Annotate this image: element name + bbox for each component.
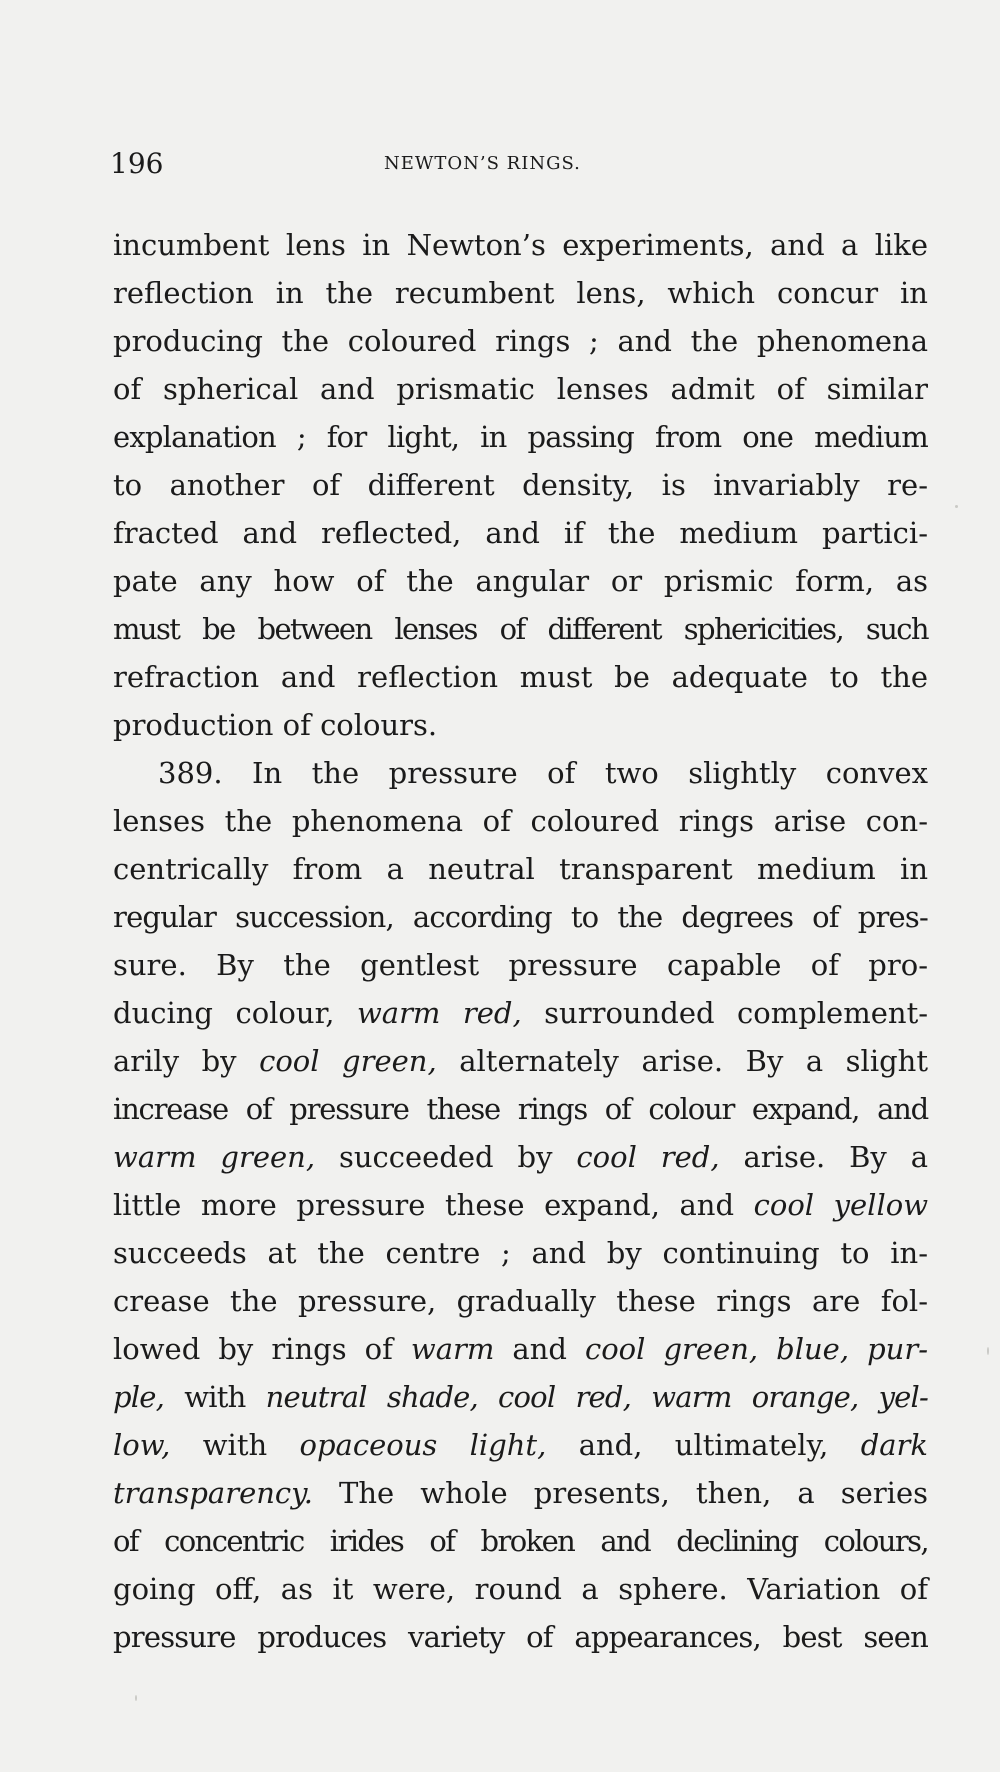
- text-span: and, ultimately,: [578, 1428, 829, 1462]
- text-span: with: [184, 1380, 246, 1414]
- text-line: [113, 1421, 928, 1469]
- text-line: production of colours.: [113, 708, 438, 742]
- text-span: arise. By a: [743, 1140, 929, 1174]
- text-line: of concentric irides of broken and declining colours,: [113, 1524, 928, 1558]
- text-span: with: [202, 1428, 268, 1462]
- text-line: incumbent lens in Newton’s experiments, and a like: [113, 228, 928, 262]
- text-line: to another of different density, is invariably re-: [113, 468, 928, 502]
- text-line: [113, 1469, 928, 1517]
- text-span: arily by: [113, 1044, 237, 1078]
- text-line: pressure produces variety of appearances, best seen: [113, 1620, 928, 1654]
- italic-term: cool green, blue, pur-: [584, 1332, 928, 1366]
- text-line: refraction and reflection must be adequate to the: [113, 660, 928, 694]
- text-line: pate any how of the angular or prismic form, as: [113, 564, 928, 598]
- paragraph-start-389: 389. In the pressure of two slightly convex: [158, 756, 928, 790]
- text-line: [113, 1373, 928, 1421]
- italic-term: warm: [410, 1332, 495, 1366]
- paper-speck: [955, 505, 958, 508]
- text-line: regular succession, according to the degrees of pres-: [113, 900, 928, 934]
- page-header: [110, 146, 930, 196]
- text-line: must be between lenses of different sphericities, such: [113, 612, 928, 646]
- italic-term: transparency.: [113, 1476, 313, 1510]
- italic-term: cool red,: [576, 1140, 720, 1174]
- text-span: little more pressure these expand, and: [113, 1188, 735, 1222]
- text-line: centrically from a neutral transparent medium in: [113, 852, 928, 886]
- italic-term: ple,: [113, 1380, 165, 1414]
- text-line: lenses the phenomena of coloured rings arise con-: [113, 804, 928, 838]
- text-span: alternately arise. By a slight: [459, 1044, 929, 1078]
- paper-speck: [135, 1695, 137, 1701]
- text-line: producing the coloured rings ; and the phenomena: [113, 324, 928, 358]
- text-line: increase of pressure these rings of colour expand, and: [113, 1092, 928, 1126]
- text-span: surrounded complement-: [544, 996, 929, 1030]
- italic-term: low,: [113, 1428, 171, 1462]
- text-line: succeeds at the centre ; and by continuing to in-: [113, 1236, 928, 1270]
- text-span: lowed by rings of: [113, 1332, 393, 1366]
- text-line: reflection in the recumbent lens, which concur in: [113, 276, 928, 310]
- text-span: succeeded by: [338, 1140, 553, 1174]
- italic-term: neutral shade, cool red, warm orange, yel-: [265, 1380, 929, 1414]
- body-text: [113, 221, 928, 1661]
- italic-term: dark: [860, 1428, 928, 1462]
- text-line: [113, 989, 928, 1037]
- text-line: crease the pressure, gradually these rings are fol-: [113, 1284, 928, 1318]
- text-line: of spherical and prismatic lenses admit of similar: [113, 372, 928, 406]
- paper-speck: [987, 1347, 989, 1355]
- text-span: ducing colour,: [113, 996, 335, 1030]
- running-title: NEWTON’S RINGS.: [384, 153, 581, 174]
- italic-term: warm green,: [113, 1140, 316, 1174]
- italic-term: cool green,: [259, 1044, 437, 1078]
- text-line: [113, 1325, 928, 1373]
- text-line: sure. By the gentlest pressure capable of pro-: [113, 948, 928, 982]
- text-line: going off, as it were, round a sphere. Variation of: [113, 1572, 928, 1606]
- text-line: fracted and reflected, and if the medium partici-: [113, 516, 928, 550]
- text-line: [113, 1133, 928, 1181]
- text-span: and: [512, 1332, 567, 1366]
- text-line: explanation ; for light, in passing from one medium: [113, 420, 928, 454]
- page-number: 196: [110, 147, 164, 180]
- italic-term: warm red,: [356, 996, 522, 1030]
- italic-term: opaceous light,: [299, 1428, 547, 1462]
- text-span: The whole presents, then, a series: [339, 1476, 929, 1510]
- text-line: [113, 1037, 928, 1085]
- text-line: [113, 1181, 928, 1229]
- italic-term: cool yellow: [753, 1188, 929, 1222]
